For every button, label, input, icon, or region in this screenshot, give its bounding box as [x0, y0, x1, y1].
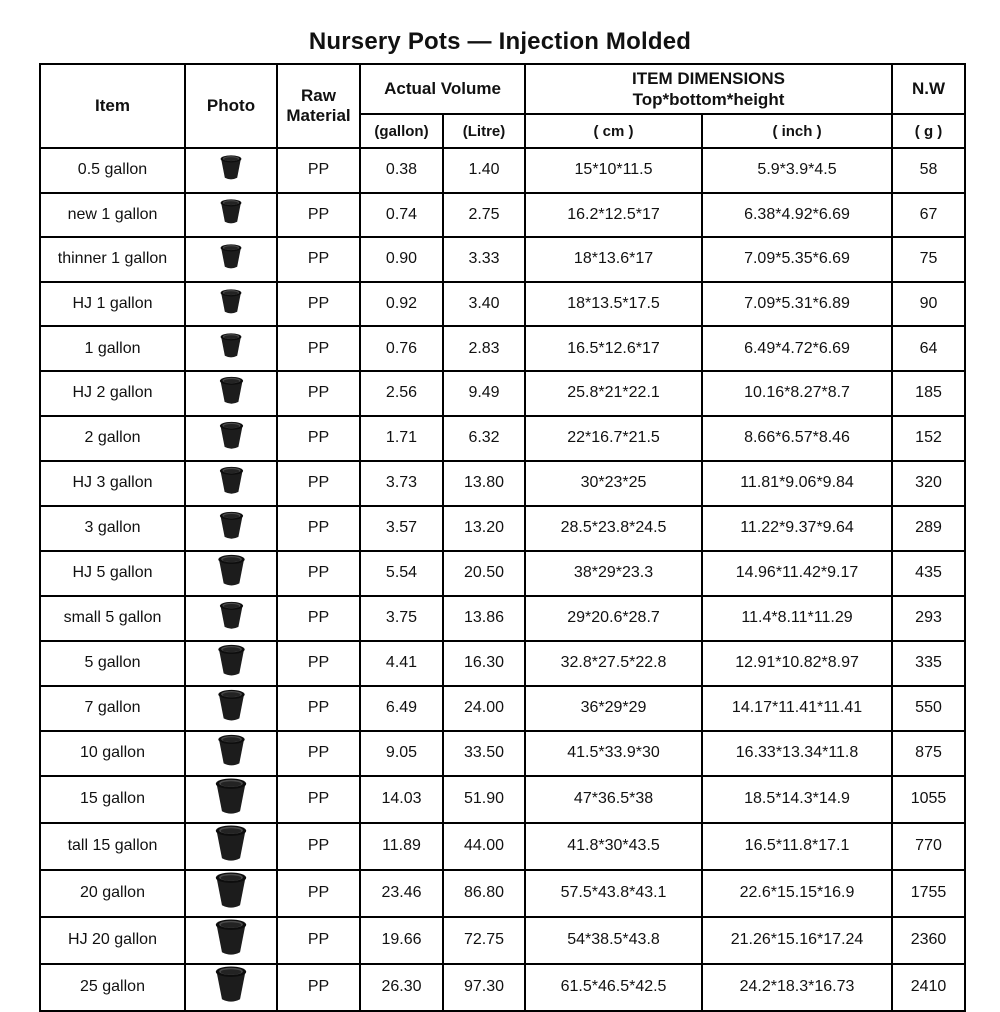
nw-cell: 2410 [892, 964, 965, 1011]
item-cell: small 5 gallon [40, 596, 185, 641]
item-cell: HJ 2 gallon [40, 371, 185, 416]
pot-photo-icon [215, 552, 248, 590]
raw-material-cell: PP [277, 964, 360, 1011]
item-cell: 7 gallon [40, 686, 185, 731]
item-cell: 20 gallon [40, 870, 185, 917]
inch-cell: 11.4*8.11*11.29 [702, 596, 892, 641]
inch-cell: 14.96*11.42*9.17 [702, 551, 892, 596]
pot-photo-icon [212, 777, 250, 817]
photo-cell [185, 964, 277, 1011]
inch-cell: 16.33*13.34*11.8 [702, 731, 892, 776]
nw-cell: 289 [892, 506, 965, 551]
gallon-cell: 26.30 [360, 964, 443, 1011]
gallon-cell: 0.90 [360, 237, 443, 282]
inch-cell: 21.26*15.16*17.24 [702, 917, 892, 964]
cm-cell: 15*10*11.5 [525, 148, 702, 193]
gallon-cell: 5.54 [360, 551, 443, 596]
table-row [40, 641, 965, 686]
litre-cell: 24.00 [443, 686, 525, 731]
item-dimensions-line2: Top*bottom*height [632, 90, 785, 109]
inch-cell: 7.09*5.35*6.69 [702, 237, 892, 282]
raw-material-cell: PP [277, 641, 360, 686]
cm-cell: 38*29*23.3 [525, 551, 702, 596]
pot-photo-icon [217, 597, 246, 635]
inch-cell: 12.91*10.82*8.97 [702, 641, 892, 686]
gallon-cell: 6.49 [360, 686, 443, 731]
pot-photo-icon [212, 918, 250, 958]
litre-cell: 97.30 [443, 964, 525, 1011]
item-cell: 15 gallon [40, 776, 185, 823]
item-cell: new 1 gallon [40, 193, 185, 238]
table-row [40, 917, 965, 964]
nw-cell: 335 [892, 641, 965, 686]
photo-cell [185, 193, 277, 238]
pot-photo-icon [215, 732, 248, 770]
col-header-litre: (Litre) [443, 114, 525, 148]
item-cell: 0.5 gallon [40, 148, 185, 193]
gallon-cell: 1.71 [360, 416, 443, 461]
nw-cell: 2360 [892, 917, 965, 964]
item-cell: 10 gallon [40, 731, 185, 776]
litre-cell: 13.86 [443, 596, 525, 641]
nw-cell: 320 [892, 461, 965, 506]
nw-cell: 152 [892, 416, 965, 461]
gallon-cell: 2.56 [360, 371, 443, 416]
photo-cell [185, 551, 277, 596]
gallon-cell: 0.92 [360, 282, 443, 327]
gallon-cell: 3.57 [360, 506, 443, 551]
photo-cell [185, 686, 277, 731]
nw-cell: 293 [892, 596, 965, 641]
nw-cell: 1755 [892, 870, 965, 917]
col-header-photo: Photo [185, 64, 277, 148]
gallon-cell: 0.76 [360, 326, 443, 371]
col-header-raw-material: Raw Material [277, 64, 360, 148]
pot-photo-icon [217, 372, 246, 410]
cm-cell: 30*23*25 [525, 461, 702, 506]
nw-cell: 550 [892, 686, 965, 731]
raw-material-cell: PP [277, 870, 360, 917]
litre-cell: 3.33 [443, 237, 525, 282]
pot-photo-icon [212, 965, 250, 1005]
raw-material-cell: PP [277, 776, 360, 823]
cm-cell: 22*16.7*21.5 [525, 416, 702, 461]
cm-cell: 16.2*12.5*17 [525, 193, 702, 238]
raw-material-cell: PP [277, 461, 360, 506]
nw-cell: 1055 [892, 776, 965, 823]
inch-cell: 18.5*14.3*14.9 [702, 776, 892, 823]
gallon-cell: 14.03 [360, 776, 443, 823]
cm-cell: 18*13.5*17.5 [525, 282, 702, 327]
litre-cell: 13.80 [443, 461, 525, 506]
cm-cell: 32.8*27.5*22.8 [525, 641, 702, 686]
raw-material-cell: PP [277, 551, 360, 596]
item-cell: thinner 1 gallon [40, 237, 185, 282]
raw-material-cell: PP [277, 193, 360, 238]
table-row [40, 237, 965, 282]
gallon-cell: 19.66 [360, 917, 443, 964]
pot-photo-icon [217, 507, 246, 545]
photo-cell [185, 596, 277, 641]
litre-cell: 33.50 [443, 731, 525, 776]
photo-cell [185, 823, 277, 870]
inch-cell: 11.81*9.06*9.84 [702, 461, 892, 506]
litre-cell: 2.83 [443, 326, 525, 371]
inch-cell: 6.49*4.72*6.69 [702, 326, 892, 371]
pot-photo-icon [218, 328, 244, 364]
raw-material-cell: PP [277, 282, 360, 327]
photo-cell [185, 148, 277, 193]
inch-cell: 5.9*3.9*4.5 [702, 148, 892, 193]
raw-material-cell: PP [277, 237, 360, 282]
gallon-cell: 0.74 [360, 193, 443, 238]
photo-cell [185, 776, 277, 823]
photo-cell [185, 917, 277, 964]
table-body [40, 148, 965, 1011]
table-row [40, 551, 965, 596]
item-cell: 2 gallon [40, 416, 185, 461]
pot-photo-icon [212, 871, 250, 911]
nw-cell: 90 [892, 282, 965, 327]
item-cell: 25 gallon [40, 964, 185, 1011]
gallon-cell: 0.38 [360, 148, 443, 193]
cm-cell: 54*38.5*43.8 [525, 917, 702, 964]
raw-material-cell: PP [277, 596, 360, 641]
pot-photo-icon [217, 417, 246, 455]
raw-material-cell: PP [277, 371, 360, 416]
col-header-item: Item [40, 64, 185, 148]
raw-material-cell: PP [277, 686, 360, 731]
litre-cell: 1.40 [443, 148, 525, 193]
page-title: Nursery Pots — Injection Molded [308, 28, 692, 55]
gallon-cell: 23.46 [360, 870, 443, 917]
photo-cell [185, 416, 277, 461]
item-cell: 3 gallon [40, 506, 185, 551]
raw-material-cell: PP [277, 917, 360, 964]
table-row [40, 596, 965, 641]
raw-material-cell: PP [277, 416, 360, 461]
cm-cell: 28.5*23.8*24.5 [525, 506, 702, 551]
photo-cell [185, 461, 277, 506]
photo-cell [185, 326, 277, 371]
table-row [40, 371, 965, 416]
table-row [40, 870, 965, 917]
raw-material-cell: PP [277, 506, 360, 551]
table-row [40, 686, 965, 731]
item-cell: tall 15 gallon [40, 823, 185, 870]
inch-cell: 8.66*6.57*8.46 [702, 416, 892, 461]
inch-cell: 11.22*9.37*9.64 [702, 506, 892, 551]
cm-cell: 16.5*12.6*17 [525, 326, 702, 371]
litre-cell: 20.50 [443, 551, 525, 596]
col-header-cm: ( cm ) [525, 114, 702, 148]
nw-cell: 435 [892, 551, 965, 596]
cm-cell: 29*20.6*28.7 [525, 596, 702, 641]
pot-photo-icon [218, 239, 244, 275]
litre-cell: 72.75 [443, 917, 525, 964]
item-cell: HJ 1 gallon [40, 282, 185, 327]
photo-cell [185, 731, 277, 776]
cm-cell: 25.8*21*22.1 [525, 371, 702, 416]
litre-cell: 9.49 [443, 371, 525, 416]
header-row-top [40, 64, 965, 114]
nw-cell: 64 [892, 326, 965, 371]
item-cell: HJ 5 gallon [40, 551, 185, 596]
gallon-cell: 3.73 [360, 461, 443, 506]
litre-cell: 44.00 [443, 823, 525, 870]
col-header-inch: ( inch ) [702, 114, 892, 148]
cm-cell: 41.8*30*43.5 [525, 823, 702, 870]
col-header-gallon: (gallon) [360, 114, 443, 148]
col-header-nw: N.W [892, 64, 965, 114]
inch-cell: 22.6*15.15*16.9 [702, 870, 892, 917]
table-row [40, 506, 965, 551]
photo-cell [185, 870, 277, 917]
table-row [40, 461, 965, 506]
pot-photo-icon [215, 642, 248, 680]
raw-material-cell: PP [277, 731, 360, 776]
cm-cell: 41.5*33.9*30 [525, 731, 702, 776]
gallon-cell: 11.89 [360, 823, 443, 870]
inch-cell: 16.5*11.8*17.1 [702, 823, 892, 870]
col-header-g: ( g ) [892, 114, 965, 148]
inch-cell: 24.2*18.3*16.73 [702, 964, 892, 1011]
raw-material-cell: PP [277, 823, 360, 870]
pot-photo-icon [218, 194, 244, 230]
cm-cell: 18*13.6*17 [525, 237, 702, 282]
item-cell: 1 gallon [40, 326, 185, 371]
pot-photo-icon [218, 150, 244, 186]
item-cell: HJ 20 gallon [40, 917, 185, 964]
nw-cell: 67 [892, 193, 965, 238]
inch-cell: 10.16*8.27*8.7 [702, 371, 892, 416]
table-row [40, 148, 965, 193]
cm-cell: 57.5*43.8*43.1 [525, 870, 702, 917]
inch-cell: 7.09*5.31*6.89 [702, 282, 892, 327]
gallon-cell: 3.75 [360, 596, 443, 641]
table-row [40, 823, 965, 870]
litre-cell: 6.32 [443, 416, 525, 461]
photo-cell [185, 282, 277, 327]
pot-photo-icon [215, 687, 248, 725]
gallon-cell: 4.41 [360, 641, 443, 686]
table-header [40, 64, 965, 148]
item-cell: 5 gallon [40, 641, 185, 686]
gallon-cell: 9.05 [360, 731, 443, 776]
table-row [40, 326, 965, 371]
photo-cell [185, 506, 277, 551]
nw-cell: 75 [892, 237, 965, 282]
table-row [40, 416, 965, 461]
pot-photo-icon [218, 284, 244, 320]
litre-cell: 13.20 [443, 506, 525, 551]
litre-cell: 3.40 [443, 282, 525, 327]
litre-cell: 51.90 [443, 776, 525, 823]
nw-cell: 770 [892, 823, 965, 870]
photo-cell [185, 237, 277, 282]
litre-cell: 16.30 [443, 641, 525, 686]
item-cell: HJ 3 gallon [40, 461, 185, 506]
nw-cell: 58 [892, 148, 965, 193]
pot-photo-icon [212, 824, 250, 864]
table-row [40, 964, 965, 1011]
table-row [40, 776, 965, 823]
item-dimensions-line1: ITEM DIMENSIONS [632, 68, 786, 88]
cm-cell: 47*36.5*38 [525, 776, 702, 823]
raw-material-cell: PP [277, 148, 360, 193]
pot-photo-icon [217, 462, 246, 500]
photo-cell [185, 371, 277, 416]
cm-cell: 36*29*29 [525, 686, 702, 731]
raw-material-cell: PP [277, 326, 360, 371]
col-header-actual-volume: Actual Volume [360, 64, 525, 114]
litre-cell: 2.75 [443, 193, 525, 238]
col-header-item-dimensions [525, 64, 892, 114]
cm-cell: 61.5*46.5*42.5 [525, 964, 702, 1011]
table-row [40, 731, 965, 776]
spec-table [39, 63, 966, 1012]
table-row [40, 193, 965, 238]
nw-cell: 875 [892, 731, 965, 776]
nw-cell: 185 [892, 371, 965, 416]
litre-cell: 86.80 [443, 870, 525, 917]
inch-cell: 6.38*4.92*6.69 [702, 193, 892, 238]
table-row [40, 282, 965, 327]
photo-cell [185, 641, 277, 686]
inch-cell: 14.17*11.41*11.41 [702, 686, 892, 731]
